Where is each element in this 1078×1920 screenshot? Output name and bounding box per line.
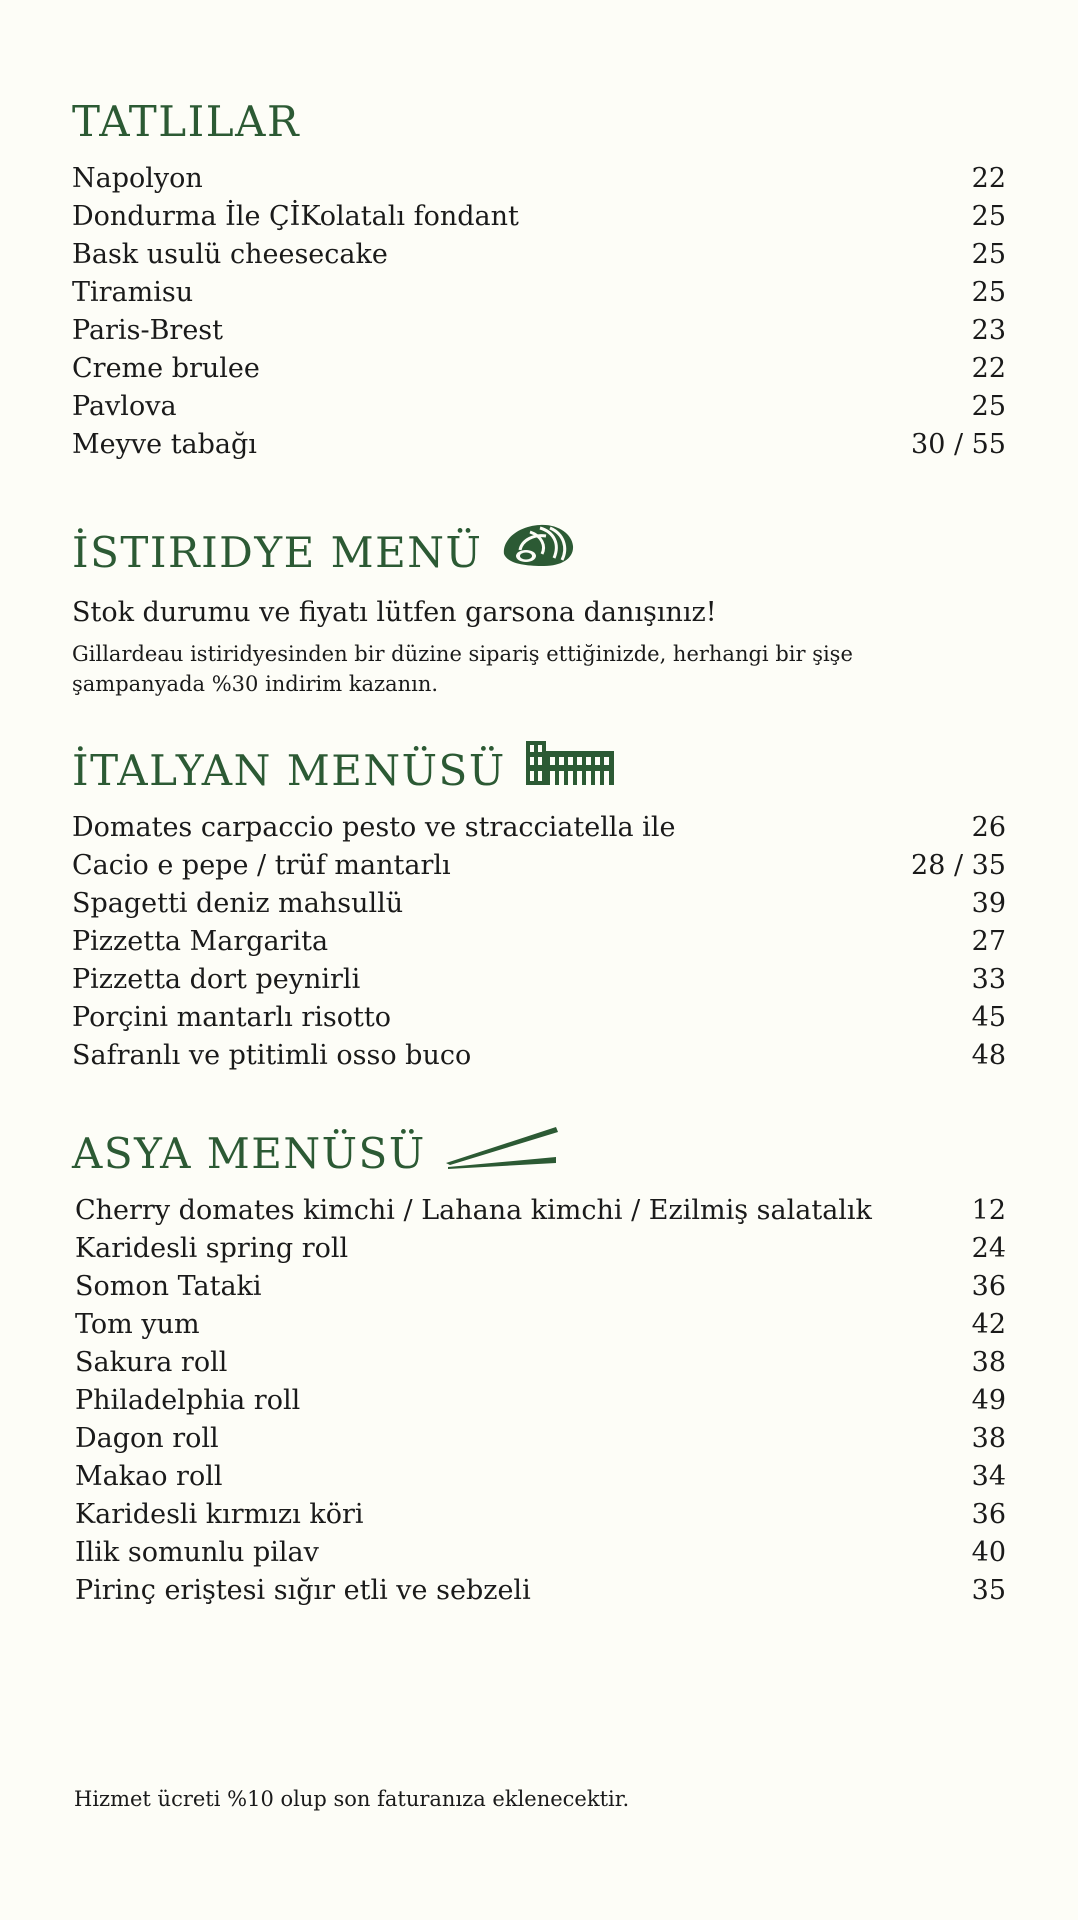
item-price: 25: [971, 201, 1006, 232]
menu-item: [72, 809, 1006, 847]
menu-item: [75, 1230, 1006, 1268]
item-name: Meyve tabağı: [72, 429, 257, 460]
item-name: Karidesli kırmızı köri: [75, 1499, 364, 1530]
item-price: 48: [971, 1040, 1006, 1071]
menu-item: [72, 312, 1006, 350]
menu-item: [75, 1192, 1006, 1230]
item-name: Cacio e pepe / trüf mantarlı: [72, 850, 451, 881]
menu-item: [75, 1344, 1006, 1382]
menu-item: [72, 961, 1006, 999]
menu-item: [75, 1268, 1006, 1306]
item-name: Safranlı ve ptitimli osso buco: [72, 1040, 472, 1071]
item-name: Porçini mantarlı risotto: [72, 1002, 392, 1033]
heading-text: TATLILAR: [72, 97, 301, 146]
menu-item: [72, 426, 1006, 464]
item-price: 40: [971, 1537, 1006, 1568]
menu-item: [72, 160, 1006, 198]
item-list-tatlilar: [72, 160, 1006, 464]
item-price: 12: [971, 1195, 1006, 1226]
service-fee-note: Hizmet ücreti %10 olup son faturanıza eklenecektir.: [74, 1787, 630, 1811]
menu-item: [75, 1572, 1006, 1610]
colosseum-icon: [524, 739, 616, 803]
item-name: Pizzetta dort peynirli: [72, 964, 361, 995]
menu-item: [75, 1382, 1006, 1420]
item-name: Philadelphia roll: [75, 1385, 301, 1416]
item-name: Ilik somunlu pilav: [75, 1537, 319, 1568]
item-price: 30 / 55: [911, 429, 1006, 460]
section-italyan: [72, 741, 1006, 1075]
menu-item: [75, 1458, 1006, 1496]
menu-item: [72, 1037, 1006, 1075]
item-price: 33: [971, 964, 1006, 995]
menu-item: [75, 1306, 1006, 1344]
item-price: 36: [971, 1499, 1006, 1530]
item-price: 49: [971, 1385, 1006, 1416]
item-name: Paris-Brest: [72, 315, 224, 346]
item-name: Dagon roll: [75, 1423, 219, 1454]
item-name: Karidesli spring roll: [75, 1233, 349, 1264]
menu-item: [72, 847, 1006, 885]
item-price: 25: [971, 277, 1006, 308]
menu-item: [72, 885, 1006, 923]
item-name: Domates carpaccio pesto ve stracciatella ile: [72, 812, 676, 843]
heading-text: İSTIRIDYE MENÜ: [72, 528, 483, 577]
item-price: 25: [971, 239, 1006, 270]
section-title-italyan: [72, 741, 1006, 801]
section-tatlilar: [72, 92, 1006, 464]
item-price: 38: [971, 1347, 1006, 1378]
item-price: 22: [971, 353, 1006, 384]
item-price: 38: [971, 1423, 1006, 1454]
menu-item: [75, 1534, 1006, 1572]
menu-item: [72, 198, 1006, 236]
item-price: 35: [971, 1575, 1006, 1606]
heading-text: ASYA MENÜSÜ: [72, 1129, 426, 1178]
item-price: 24: [971, 1233, 1006, 1264]
section-title-istiridye: [72, 523, 1006, 583]
section-istiridye: [72, 523, 1006, 699]
item-price: 34: [971, 1461, 1006, 1492]
item-price: 45: [971, 1002, 1006, 1033]
item-name: Tiramisu: [72, 277, 194, 308]
chopsticks-icon: [444, 1123, 560, 1185]
item-list-italyan: [72, 809, 1006, 1075]
item-name: Napolyon: [72, 163, 203, 194]
menu-item: [72, 350, 1006, 388]
menu-item: [75, 1420, 1006, 1458]
item-name: Makao roll: [75, 1461, 223, 1492]
item-price: 42: [971, 1309, 1006, 1340]
item-name: Dondurma İle ÇİKolatalı fondant: [72, 201, 519, 232]
heading-text: İTALYAN MENÜSÜ: [72, 746, 506, 795]
section-title-tatlilar: [72, 92, 1006, 152]
item-price: 27: [971, 926, 1006, 957]
item-list-asya: [72, 1192, 1006, 1610]
item-name: Cherry domates kimchi / Lahana kimchi / Ezilmiş salatalık: [75, 1195, 872, 1226]
item-name: Pizzetta Margarita: [72, 926, 329, 957]
oyster-icon: [500, 520, 576, 586]
menu-item: [72, 236, 1006, 274]
item-name: Pirinç eriştesi sığır etli ve sebzeli: [75, 1575, 531, 1606]
oyster-promo: Gillardeau istiridyesinden bir düzine sipariş ettiğinizde, herhangi bir şişe şampanyada %30 indirim kazanın.: [72, 642, 853, 696]
item-price: 28 / 35: [911, 850, 1006, 881]
oyster-note: Stok durumu ve fiyatı lütfen garsona danışınız!: [72, 597, 717, 628]
item-name: Bask usulü cheesecake: [72, 239, 388, 270]
item-name: Pavlova: [72, 391, 177, 422]
item-price: 26: [971, 812, 1006, 843]
item-name: Sakura roll: [75, 1347, 228, 1378]
item-price: 22: [971, 163, 1006, 194]
section-title-asya: [72, 1124, 1006, 1184]
item-name: Tom yum: [75, 1309, 200, 1340]
menu-item: [75, 1496, 1006, 1534]
item-name: Somon Tataki: [75, 1271, 262, 1302]
item-name: Spagetti deniz mahsullü: [72, 888, 404, 919]
item-price: 36: [971, 1271, 1006, 1302]
item-price: 23: [971, 315, 1006, 346]
item-name: Creme brulee: [72, 353, 260, 384]
item-price: 25: [971, 391, 1006, 422]
item-price: 39: [971, 888, 1006, 919]
menu-item: [72, 999, 1006, 1037]
section-asya: [72, 1124, 1006, 1610]
menu-item: [72, 923, 1006, 961]
menu-item: [72, 274, 1006, 312]
menu-item: [72, 388, 1006, 426]
